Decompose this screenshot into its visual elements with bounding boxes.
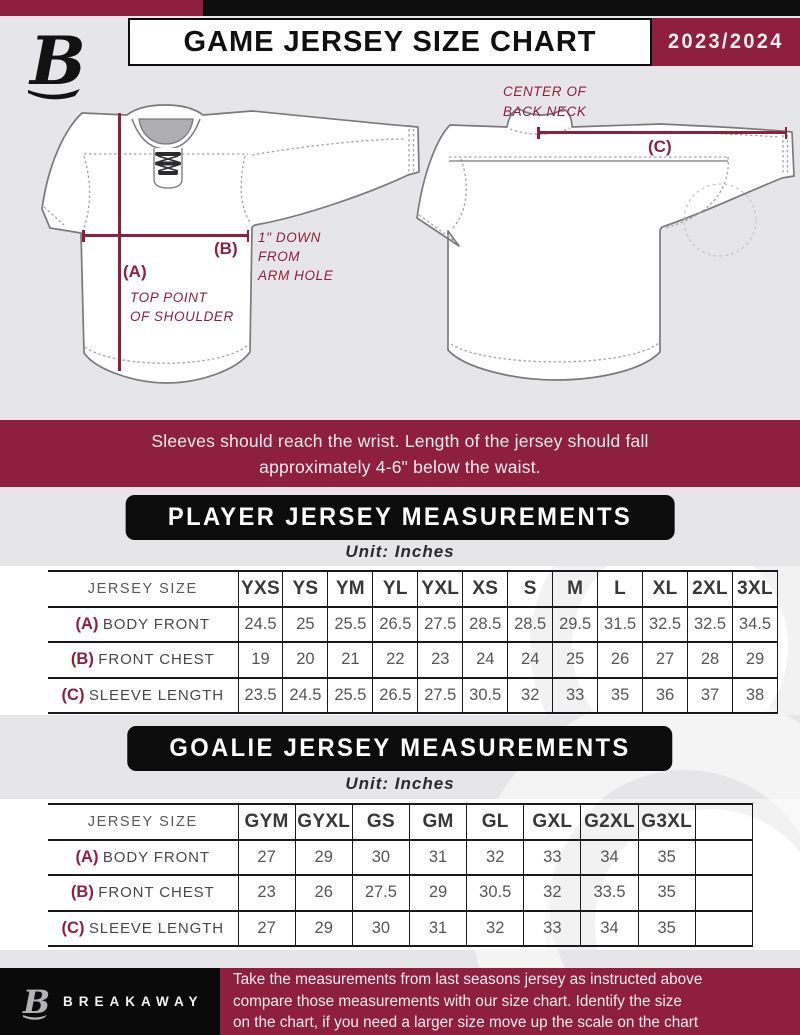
measurement-value-cell: 20 (283, 642, 328, 678)
season-badge (652, 18, 800, 66)
measurement-value-cell (695, 875, 752, 911)
measurement-letter: (B) (70, 883, 94, 902)
goalie-measurements-table-grid (48, 803, 753, 947)
measurement-row-label (48, 840, 238, 876)
size-column-header: YXS (238, 571, 283, 607)
measurement-value-cell: 34 (581, 911, 638, 947)
measurement-name: SLEEVE LENGTH (88, 919, 224, 937)
size-column-header: GYM (238, 804, 295, 840)
note-down-from-armhole (258, 228, 333, 285)
footer-brand-name: BREAKAWAY (63, 994, 204, 1009)
footer-line3: on the chart, if you need a larger size move up the scale on the chart (233, 1014, 699, 1032)
measurement-value-cell: 25 (283, 607, 328, 643)
size-column-header: XS (463, 571, 508, 607)
size-column-header: YS (283, 571, 328, 607)
measurement-value-cell: 22 (373, 642, 418, 678)
measurement-value-cell: 27 (238, 840, 295, 876)
note-b-line1: 1" DOWN (258, 230, 321, 245)
size-column-header: G3XL (638, 804, 695, 840)
measurement-value-cell: 30.5 (463, 678, 508, 714)
measurement-name: BODY FRONT (102, 615, 210, 633)
measurement-value-cell: 28 (688, 642, 733, 678)
top-strip-maroon (0, 0, 203, 16)
footer-brand-block (0, 968, 220, 1035)
measurement-letter: (C) (61, 918, 85, 937)
measurement-value-cell: 30 (352, 840, 409, 876)
footer-instructions (220, 968, 800, 1035)
measurement-value-cell: 26 (598, 642, 643, 678)
measurement-value-cell (695, 911, 752, 947)
measurement-value-cell: 35 (598, 678, 643, 714)
measurement-value-cell: 24.5 (238, 607, 283, 643)
size-column-header: YL (373, 571, 418, 607)
measure-line-b (82, 234, 249, 237)
size-column-header: M (553, 571, 598, 607)
measurement-value-cell: 29 (295, 840, 352, 876)
measurement-value-cell: 23 (238, 875, 295, 911)
size-column-header: 3XL (732, 571, 777, 607)
measurement-value-cell: 29 (295, 911, 352, 947)
measurement-value-cell: 25.5 (328, 678, 373, 714)
measurement-row-label (48, 911, 238, 947)
measurement-value-cell: 30 (352, 911, 409, 947)
jersey-size-corner-cell: JERSEY SIZE (48, 571, 238, 607)
size-column-header: YM (328, 571, 373, 607)
measurement-value-cell: 33 (524, 911, 581, 947)
measurement-value-cell: 29 (409, 875, 466, 911)
measurement-name: FRONT CHEST (98, 651, 215, 669)
measurement-value-cell: 23 (418, 642, 463, 678)
size-column-header (695, 804, 752, 840)
measurement-value-cell: 27.5 (418, 678, 463, 714)
measurement-value-cell: 35 (638, 840, 695, 876)
measurement-value-cell: 33 (524, 840, 581, 876)
fit-advice-banner (0, 420, 800, 487)
player-measurements-table-grid (48, 570, 778, 714)
measurement-value-cell: 36 (643, 678, 688, 714)
svg-text:B: B (23, 983, 51, 1020)
table-row (48, 875, 753, 911)
measurement-row-label (48, 607, 238, 643)
note-top-point-of-shoulder (130, 288, 234, 326)
note-a-line2: OF SHOULDER (130, 309, 234, 324)
measurement-value-cell: 32 (467, 840, 524, 876)
measurement-value-cell: 32 (508, 678, 553, 714)
page-title: GAME JERSEY SIZE CHART (183, 25, 597, 58)
note-b-line3: ARM HOLE (258, 268, 334, 283)
table-header-row (48, 804, 753, 840)
measurement-name: BODY FRONT (102, 848, 210, 866)
measure-line-c (537, 131, 787, 134)
size-column-header: YXL (418, 571, 463, 607)
measurement-value-cell: 23.5 (238, 678, 283, 714)
measurement-letter: (C) (61, 685, 85, 704)
brand-b-monogram-icon (24, 24, 94, 100)
note-c-line1: CENTER OF (503, 84, 587, 99)
measurement-value-cell: 32 (467, 911, 524, 947)
note-a-line1: TOP POINT (130, 290, 208, 305)
table-row (48, 840, 753, 876)
measurement-value-cell: 33.5 (581, 875, 638, 911)
measurement-value-cell: 27.5 (418, 607, 463, 643)
size-column-header: GL (467, 804, 524, 840)
measurement-value-cell: 30.5 (467, 875, 524, 911)
note-b-line2: FROM (258, 249, 301, 264)
measurement-value-cell: 19 (238, 642, 283, 678)
svg-text:B: B (30, 24, 86, 100)
measurement-value-cell: 24.5 (283, 678, 328, 714)
measure-label-a: (A) (123, 262, 147, 281)
measurement-value-cell: 29.5 (553, 607, 598, 643)
table-row (48, 607, 778, 643)
back-jersey-body (417, 109, 794, 380)
measurement-value-cell (695, 840, 752, 876)
measurement-letter: (A) (75, 614, 99, 633)
measurement-value-cell: 31 (409, 840, 466, 876)
measurement-value-cell: 21 (328, 642, 373, 678)
table-header-row (48, 571, 778, 607)
measurement-value-cell: 35 (638, 875, 695, 911)
size-column-header: GS (352, 804, 409, 840)
back-jersey-illustration (413, 78, 800, 408)
measurement-value-cell: 25.5 (328, 607, 373, 643)
measurement-value-cell: 32 (524, 875, 581, 911)
size-column-header: GM (409, 804, 466, 840)
measurement-value-cell: 26 (295, 875, 352, 911)
size-column-header: G2XL (581, 804, 638, 840)
measurement-row-label (48, 678, 238, 714)
goalie-measurements-table (48, 803, 753, 947)
note-c-line2: BACK NECK (503, 104, 587, 119)
goalie-heading-label: GOALIE JERSEY MEASUREMENTS (169, 734, 631, 762)
table-row (48, 911, 753, 947)
goalie-unit-label: Unit: Inches (345, 774, 455, 793)
measurement-value-cell: 28.5 (463, 607, 508, 643)
brand-logo-icon (24, 24, 94, 105)
banner-line1: Sleeves should reach the wrist. Length of the jersey should fall (151, 430, 649, 451)
footer-line1: Take the measurements from last seasons jersey as instructed above (233, 971, 703, 989)
goalie-section-heading (127, 726, 672, 771)
measurement-value-cell: 26.5 (373, 678, 418, 714)
measurement-value-cell: 27 (238, 911, 295, 947)
table-row (48, 678, 778, 714)
measurement-value-cell: 37 (688, 678, 733, 714)
measurement-value-cell: 34.5 (732, 607, 777, 643)
player-section-heading (126, 495, 675, 540)
measurement-value-cell: 26.5 (373, 607, 418, 643)
size-column-header: L (598, 571, 643, 607)
page-title-box (128, 18, 652, 66)
measure-label-c: (C) (648, 137, 672, 156)
measurement-value-cell: 31 (409, 911, 466, 947)
jersey-size-corner-cell: JERSEY SIZE (48, 804, 238, 840)
player-heading-label: PLAYER JERSEY MEASUREMENTS (167, 503, 633, 531)
size-column-header: 2XL (688, 571, 733, 607)
note-center-of-back-neck (503, 82, 586, 122)
measurement-row-label (48, 875, 238, 911)
measurement-value-cell: 28.5 (508, 607, 553, 643)
player-measurements-table (48, 570, 778, 714)
measurement-letter: (B) (70, 650, 94, 669)
measurement-value-cell: 35 (638, 911, 695, 947)
measurement-value-cell: 27 (643, 642, 688, 678)
measurement-value-cell: 32.5 (643, 607, 688, 643)
season-label: 2023/2024 (668, 30, 784, 53)
measurement-value-cell: 24 (463, 642, 508, 678)
measurement-value-cell: 31.5 (598, 607, 643, 643)
banner-line2: approximately 4-6" below the waist. (259, 456, 541, 477)
footer-line2: compare those measurements with our size chart. Identify the size (233, 992, 682, 1010)
measurement-value-cell: 25 (553, 642, 598, 678)
size-column-header: S (508, 571, 553, 607)
footer-brand-logo-icon (22, 984, 52, 1020)
player-unit-label: Unit: Inches (345, 542, 455, 561)
measurement-value-cell: 29 (732, 642, 777, 678)
measure-line-a (118, 113, 121, 371)
size-column-header: XL (643, 571, 688, 607)
measurement-value-cell: 38 (732, 678, 777, 714)
measure-label-b: (B) (214, 239, 238, 258)
measurement-value-cell: 34 (581, 840, 638, 876)
measurement-name: FRONT CHEST (98, 884, 215, 902)
measurement-letter: (A) (75, 847, 99, 866)
measurement-value-cell: 24 (508, 642, 553, 678)
measurement-row-label (48, 642, 238, 678)
measurement-value-cell: 33 (553, 678, 598, 714)
size-column-header: GYXL (295, 804, 352, 840)
measurement-name: SLEEVE LENGTH (88, 686, 224, 704)
top-strip-black (203, 0, 800, 16)
size-column-header: GXL (524, 804, 581, 840)
table-row (48, 642, 778, 678)
measurement-value-cell: 32.5 (688, 607, 733, 643)
measurement-value-cell: 27.5 (352, 875, 409, 911)
